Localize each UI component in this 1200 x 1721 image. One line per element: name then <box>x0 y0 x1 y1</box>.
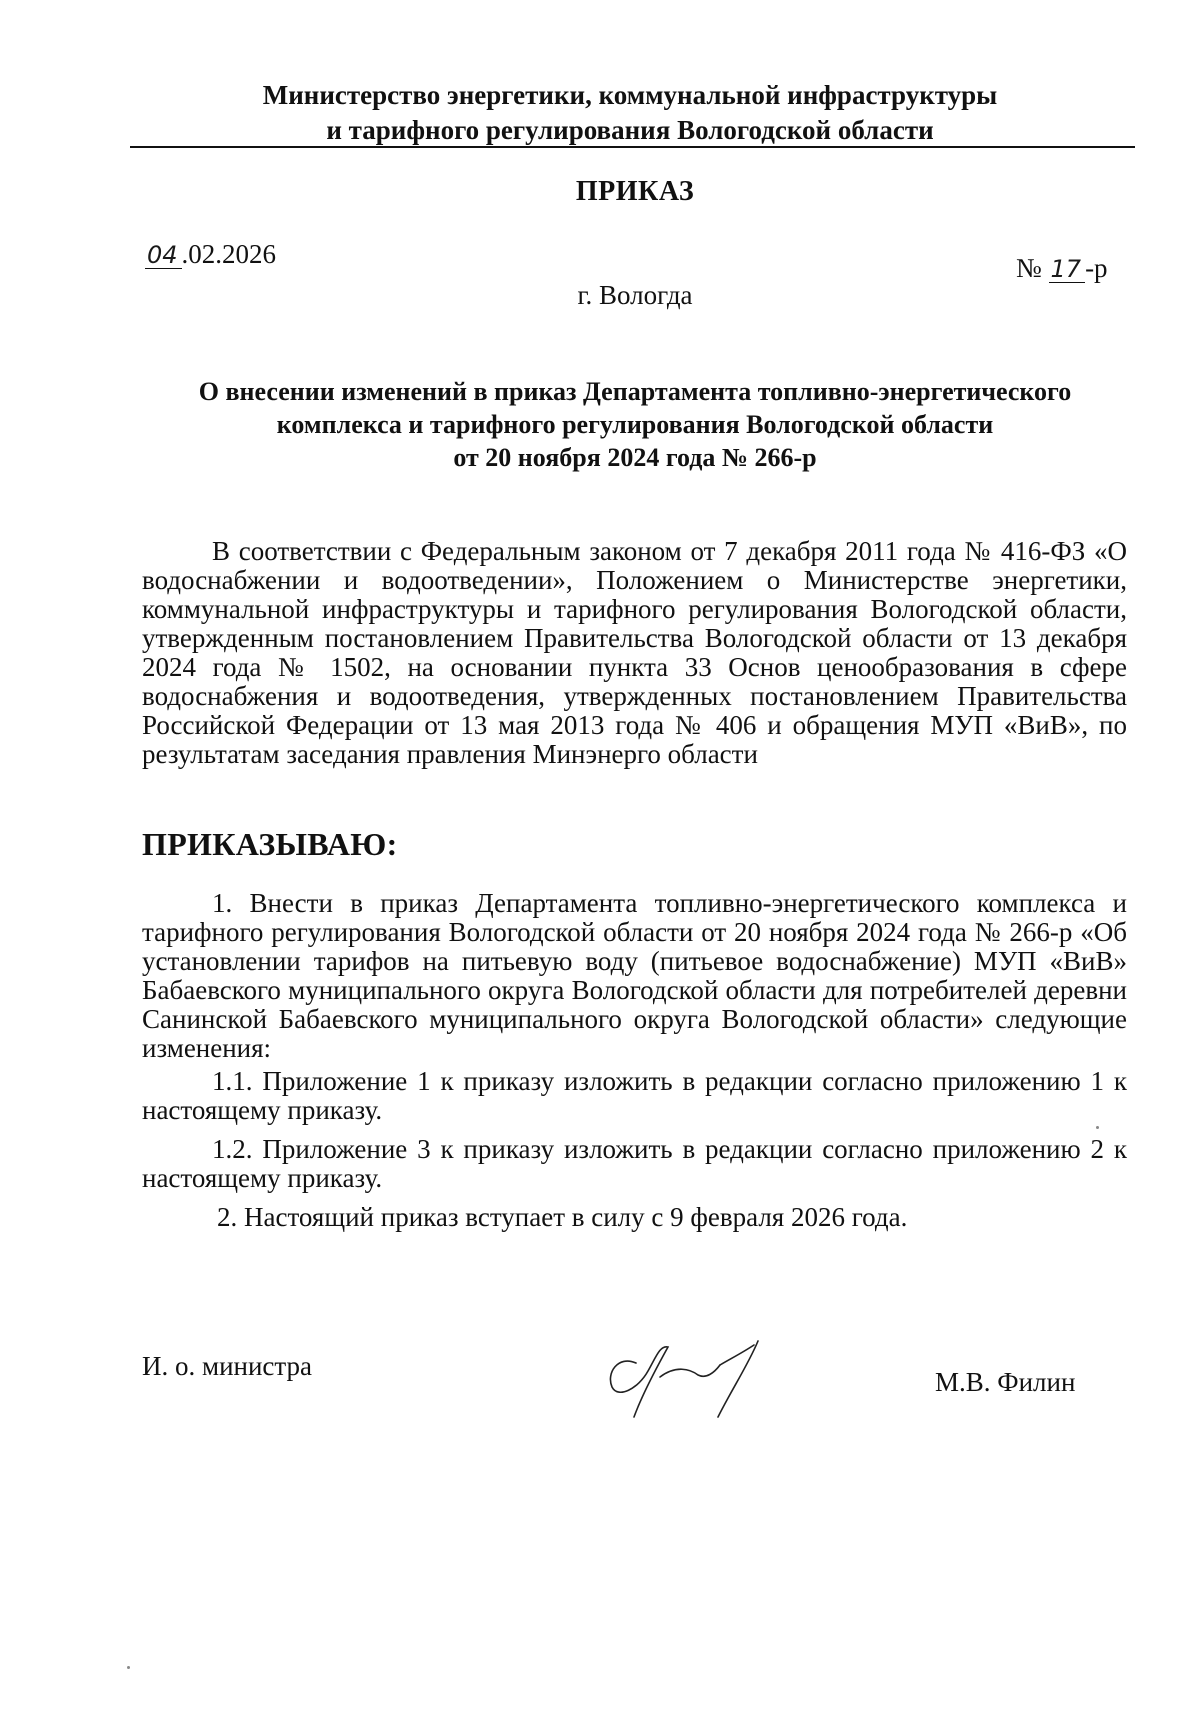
preamble-paragraph: В соответствии с Федеральным законом от 7 декабря 2011 года № 416-ФЗ «О водоснабжении и водоотведении», Положением о Министерстве энергетики, коммунальной инфраструктуры и тарифного регулирования Вологодской области, утвержденным постановлением Правительства Вологодской области от 13 декабря 2024 года № 1502, на основании пункта 33 Основ ценообразования в сфере водоснабжения и водоотведения, утвержденных постановлением Правительства Российской Федерации от 13 мая 2013 года № 406 и обращения МУП «ВиВ», по результатам заседания правления Минэнерго области <box>142 536 1127 769</box>
signature-image <box>598 1325 788 1425</box>
subject-line2: комплекса и тарифного регулирования Вологодской области <box>276 410 994 439</box>
scan-speck <box>127 1666 130 1669</box>
ministry-name-line1: Министерство энергетики, коммунальной инфраструктуры <box>262 80 998 110</box>
orders-word: ПРИКАЗЫВАЮ: <box>142 826 398 862</box>
order-item-1-2: 1.2. Приложение 3 к приказу изложить в редакции согласно приложению 2 к настоящему приказу. <box>142 1134 1127 1193</box>
ministry-name-line2: и тарифного регулирования Вологодской области <box>326 115 934 145</box>
order-item-2: 2. Настоящий приказ вступает в силу с 9 февраля 2026 года. <box>217 1202 908 1232</box>
number-prefix: № <box>1016 253 1042 283</box>
ministry-header <box>130 78 1130 148</box>
date-rest: .02.2026 <box>181 239 277 269</box>
subject-line3: от 20 ноября 2024 года № 266-р <box>453 443 817 472</box>
order-subject <box>100 375 1170 474</box>
number-value-handwritten: 17 <box>1049 256 1086 283</box>
number-suffix: -р <box>1085 253 1108 283</box>
scan-speck <box>1096 1126 1099 1129</box>
signer-name: М.В. Филин <box>935 1367 1076 1397</box>
order-items <box>142 889 1127 1232</box>
header-divider <box>130 146 1135 148</box>
city: г. Вологда <box>577 280 693 310</box>
signer-position: И. о. министра <box>142 1351 313 1381</box>
order-date <box>145 239 276 270</box>
order-item-1: 1. Внести в приказ Департамента топливно-энергетического комплекса и тарифного регулирования Вологодской области от 20 ноября 2024 года № 266-р «Об установлении тарифов на питьевую воду (питьевое водоснабжение) МУП «ВиВ» Бабаевского муниципального округа Вологодской области для потребителей деревни Санинской Бабаевского муниципального округа Вологодской области» следующие изменения: <box>142 888 1127 1063</box>
order-item-1-1: 1.1. Приложение 1 к приказу изложить в редакции согласно приложению 1 к настоящему приказу. <box>142 1066 1127 1125</box>
document-type-title: ПРИКАЗ <box>575 176 695 207</box>
subject-line1: О внесении изменений в приказ Департамента топливно-энергетического <box>198 377 1072 406</box>
date-day-handwritten: 04 <box>145 242 182 269</box>
